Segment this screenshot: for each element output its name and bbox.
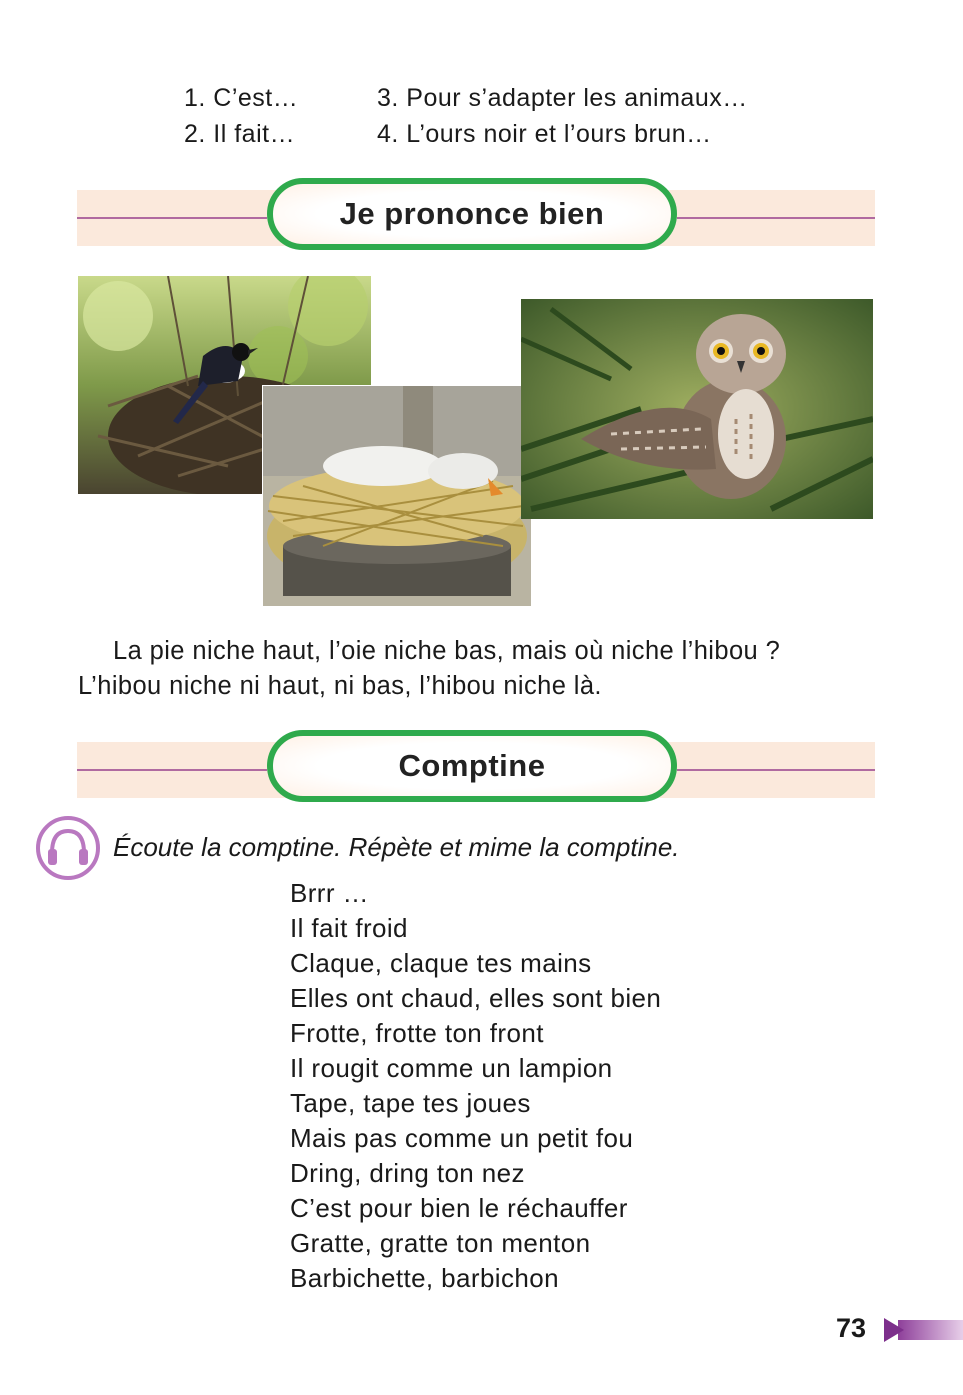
poem-line: Frotte, frotte ton front [290, 1018, 544, 1048]
poem-line: Claque, claque tes mains [290, 948, 592, 978]
pronounce-title: Je prononce bien [339, 196, 605, 231]
poem-line: Brrr … [290, 878, 369, 908]
poem-line: Mais pas comme un petit fou [290, 1123, 634, 1153]
poem-line: C’est pour bien le réchauffer [290, 1193, 628, 1223]
page-number: 73 [836, 1313, 867, 1343]
poem-line: Elles ont chaud, elles sont bien [290, 983, 662, 1013]
comptine-instruction: Écoute la comptine. Répète et mime la comptine. [113, 832, 680, 862]
tongue-twister-line-1: La pie niche haut, l’oie niche bas, mais où niche l’hibou ? [113, 637, 781, 665]
pronounce-title-pill [267, 178, 677, 250]
owl-photo [521, 299, 873, 519]
banner-rule-left [77, 217, 267, 219]
banner-rule-left [77, 769, 267, 771]
poem-line: Barbichette, barbichon [290, 1263, 559, 1293]
poem-line: Tape, tape tes joues [290, 1088, 531, 1118]
poem-line: Dring, dring ton nez [290, 1158, 525, 1188]
poem-line: Il rougit comme un lampion [290, 1053, 613, 1083]
question-1: 1. C’est… [184, 84, 299, 112]
banner-rule-right [677, 217, 875, 219]
goose-nest-photo [262, 385, 532, 607]
banner-rule-right [677, 769, 875, 771]
comptine-title-pill [267, 730, 677, 802]
poem-line: Il fait froid [290, 913, 408, 943]
question-3: 3. Pour s’adapter les animaux… [377, 84, 748, 112]
page-arrow-icon [884, 1318, 963, 1342]
pronounce-banner [77, 190, 875, 246]
question-4: 4. L’ours noir et l’ours brun… [377, 120, 712, 148]
comptine-banner [77, 742, 875, 798]
tongue-twister-line-2: L’hibou niche ni haut, ni bas, l’hibou niche là. [78, 672, 602, 700]
headphones-icon[interactable] [35, 815, 101, 881]
comptine-title: Comptine [398, 748, 546, 783]
question-2: 2. Il fait… [184, 120, 296, 148]
poem-line: Gratte, gratte ton menton [290, 1228, 591, 1258]
poem [290, 876, 661, 1296]
